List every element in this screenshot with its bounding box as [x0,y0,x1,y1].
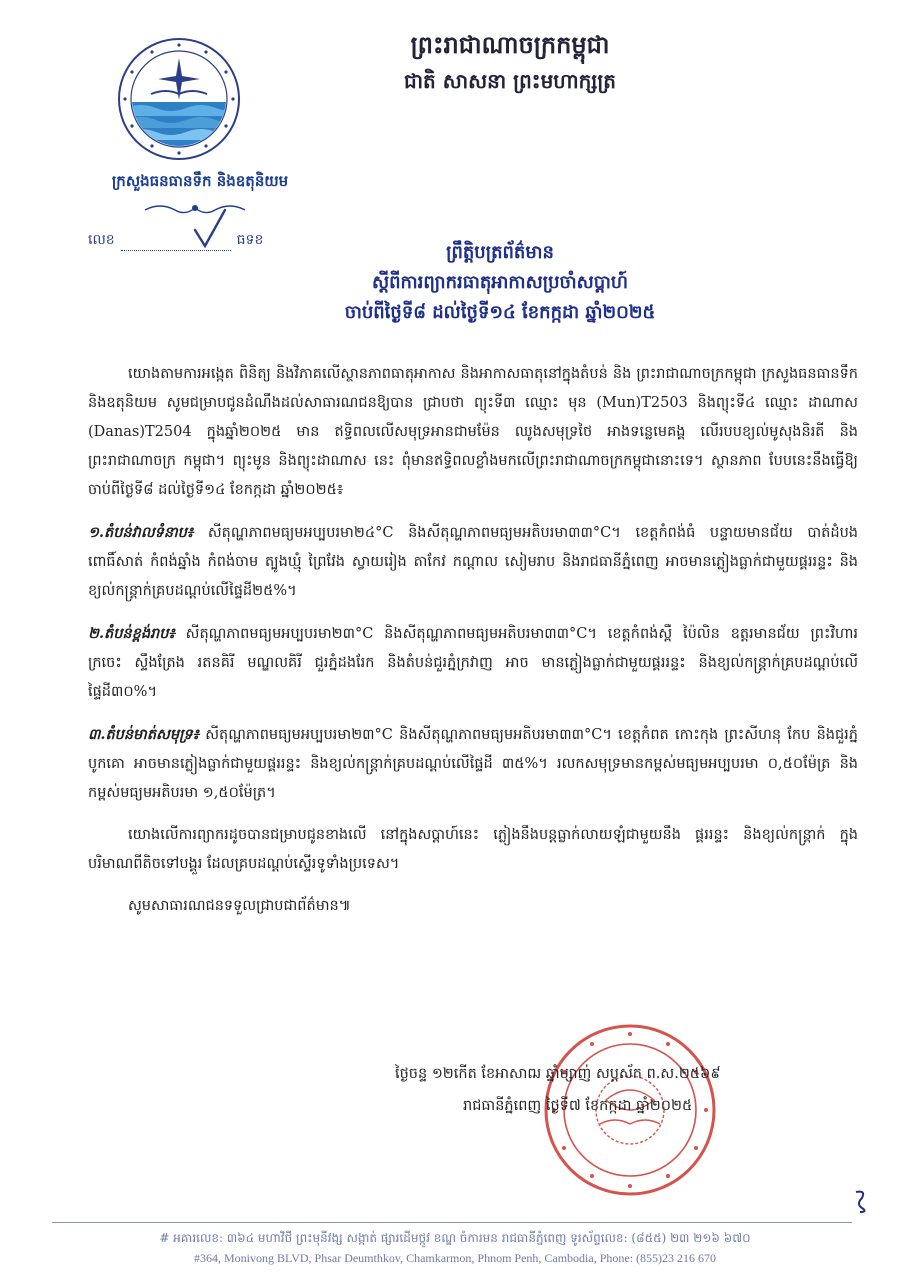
section-coastal-heading: ៣.តំបន់មាត់សមុទ្រ៖ [88,726,199,743]
section-plateau-heading: ២.តំបន់ខ្ពង់រាប៖ [88,625,175,642]
bulletin-body [88,360,858,934]
national-motto: ជាតិ សាសនា ព្រះមហាក្សត្រ [404,69,616,93]
ministry-name: ក្រសួងធនធានទឹក និងឧតុនិយម [111,172,289,190]
checkmark-icon [191,208,231,250]
section-coastal-text: សីតុណ្ហភាពមធ្យមអប្បបរមា២៣°C និងសីតុណ្ហភាពមធ្យមអតិបរមា៣៣°C។ ខេត្តកំពត កោះកុង ព្រះសីហនុ កែប និងជួរភ្នំបូកគោ អាចមានភ្លៀងធ្លាក់ជាមួយផ្គររន្ទះ និងខ្យល់កន្ត្រាក់គ្របដណ្តប់លើផ្ទៃដី ៣៥%។ រលកសមុទ្រមានកម្ពស់មធ្យមអប្បបរមា ០,៥០ម៉ែត្រ និងកម្ពស់មធ្យមអតិបរមា ១,៥០ម៉ែត្រ។ [88,727,858,801]
kingdom-title: ព្រះរាជាណាចក្រកម្ពុជា [410,30,610,59]
date-block [395,1058,855,1122]
reference-number [88,230,263,251]
closing-line: សូមសាធារណជនទទួលជ្រាបជាព័ត៌មាន៕ [128,898,351,914]
section-plateau-text: សីតុណ្ហភាពមធ្យមអប្បបរមា២៣°C និងសីតុណ្ហភាពមធ្យមអតិបរមា៣៣°C។ ខេត្តកំពង់ស្ពឺ ប៉ៃលិន ឧត្តរមានជ័យ ព្រះវិហារ ក្រចេះ ស្ទឹងត្រែង រតនគិរី មណ្ឌលគិរី ជួរភ្នំដងរែក និងតំបន់ជួរភ្នំក្រវាញ អាច មានភ្លៀងធ្លាក់ជាមួយផ្គររន្ទះ និងខ្យល់កន្ត្រាក់គ្របដណ្តប់លើផ្ទៃដី៣០%។ [88,626,858,700]
section-lowland-text: សីតុណ្ហភាពមធ្យមអប្បបរមា២៤°C និងសីតុណ្ហភាពមធ្យមអតិបរមា៣៣°C។ ខេត្តកំពង់ធំ បន្ទាយមានជ័យ បាត់ដំបង ពោធិ៍សាត់ កំពង់ឆ្នាំង កំពង់ចាម ត្បូងឃ្មុំ ព្រៃវែង ស្វាយរៀង តាកែវ កណ្តាល សៀមរាប និងរាជធានីភ្នំពេញ អាចមានភ្លៀងធ្លាក់ជាមួយផ្គររន្ទះ និងខ្យល់កន្ត្រាក់គ្របដណ្តប់លើផ្ទៃដី២៥%។ [88,525,858,599]
section-lowland-heading: ១.តំបន់វាលទំនាប៖ [88,524,194,541]
ref-suffix: ធទខ [236,232,264,248]
ref-number-blank [121,236,231,251]
title-line-1: ព្រឹត្តិបត្រព័ត៌មាន [446,242,554,263]
initial-mark-icon [848,1188,874,1214]
section-lowland [88,518,858,606]
footer-divider [52,1222,852,1223]
section-coastal [88,720,858,808]
footer-address-english: #364, Monivong BLVD, Phsar Deumthkov, Chamkarmon, Phnom Penh, Cambodia, Phone: (855)23 216 670 [193,1251,717,1265]
intro-paragraph: យោងតាមការអង្កេត ពិនិត្យ និងវិភាគលើស្ថានភាពធាតុអាកាស និងអាកាសធាតុនៅក្នុងតំបន់ និង ព្រះរាជាណាចក្រកម្ពុជា ក្រសួងធនធានទឹក និងឧតុនិយម សូមជម្រាបជូនដំណឹងដល់សាធារណជនឱ្យបាន ជ្រាបថា ព្យុះទី៣ ឈ្មោះ មុន (Mun)T2503 និងព្យុះទី៤ ឈ្មោះ ដាណាស (Danas)T2504 ក្នុងឆ្នាំ២០២៥ មាន ឥទ្ធិពលលើសមុទ្រអានជាមម៉ែន ឈូងសមុទ្រថៃ អាងទន្លេមេគង្គ លើរបបខ្យល់មូសុងនិរតី និងព្រះរាជាណាចក្រ កម្ពុជា។ ព្យុះមូន និងព្យុះដាណាស នេះ ពុំមានឥទ្ធិពលខ្លាំងមកលើព្រះរាជាណាចក្រកម្ពុជានោះទេ។ ស្ថានភាព បែបនេះនឹងធ្វើឱ្យ ចាប់ពីថ្ងៃទី៨ ដល់ថ្ងៃទី១៤ ខែកក្កដា ឆ្នាំ២០២៥៖ [88,366,858,498]
ref-prefix: លេខ [88,232,115,248]
footer-address-khmer: # អគារលេខ: ៣៦៤ មហាវិថី ព្រះមុនីវង្ស សង្កាត់ ផ្សារដើមថ្កូវ ខណ្ឌ ចំការមន រាជធានីភ្នំពេញ ទូរស័ព្ទលេខ: (៨៥៥) ២៣ ២១៦ ៦៧០ [159,1231,751,1245]
lunar-date: ថ្ងៃចន្ទ ១២កើត ខែអាសាឍ ឆ្នាំម្សាញ់ សប្តស័ក ព.ស.២៥៦៩ [395,1066,721,1082]
title-line-2: ស្តីពីការព្យាករធាតុអាកាសប្រចាំសប្តាហ៍ [371,272,629,293]
bulletin-title [260,238,740,328]
ministry-emblem-icon [116,36,242,162]
title-line-3: ចាប់ពីថ្ងៃទី៨ ដល់ថ្ងៃទី១៤ ខែកក្កដា ឆ្នាំ២០២៥ [344,302,656,323]
solar-date: រាជធានីភ្នំពេញ ថ្ងៃទី៧ ខែកក្កដា ឆ្នាំ២០២៥ [463,1098,693,1114]
conclusion-paragraph: យោងលើការព្យាករដូចបានជម្រាបជូនខាងលើ នៅក្នុងសប្តាហ៍នេះ ភ្លៀងនឹងបន្តធ្លាក់លាយឡំជាមួយនឹង ផ្គររន្ទះ និងខ្យល់កន្ត្រាក់ ក្នុងបរិមាណពីតិចទៅបង្គួរ ដែលគ្របដណ្តប់ស្ទើរទូទាំងប្រទេស។ [88,827,858,872]
kingdom-header [300,28,720,96]
section-plateau [88,619,858,707]
footer [60,1228,850,1268]
